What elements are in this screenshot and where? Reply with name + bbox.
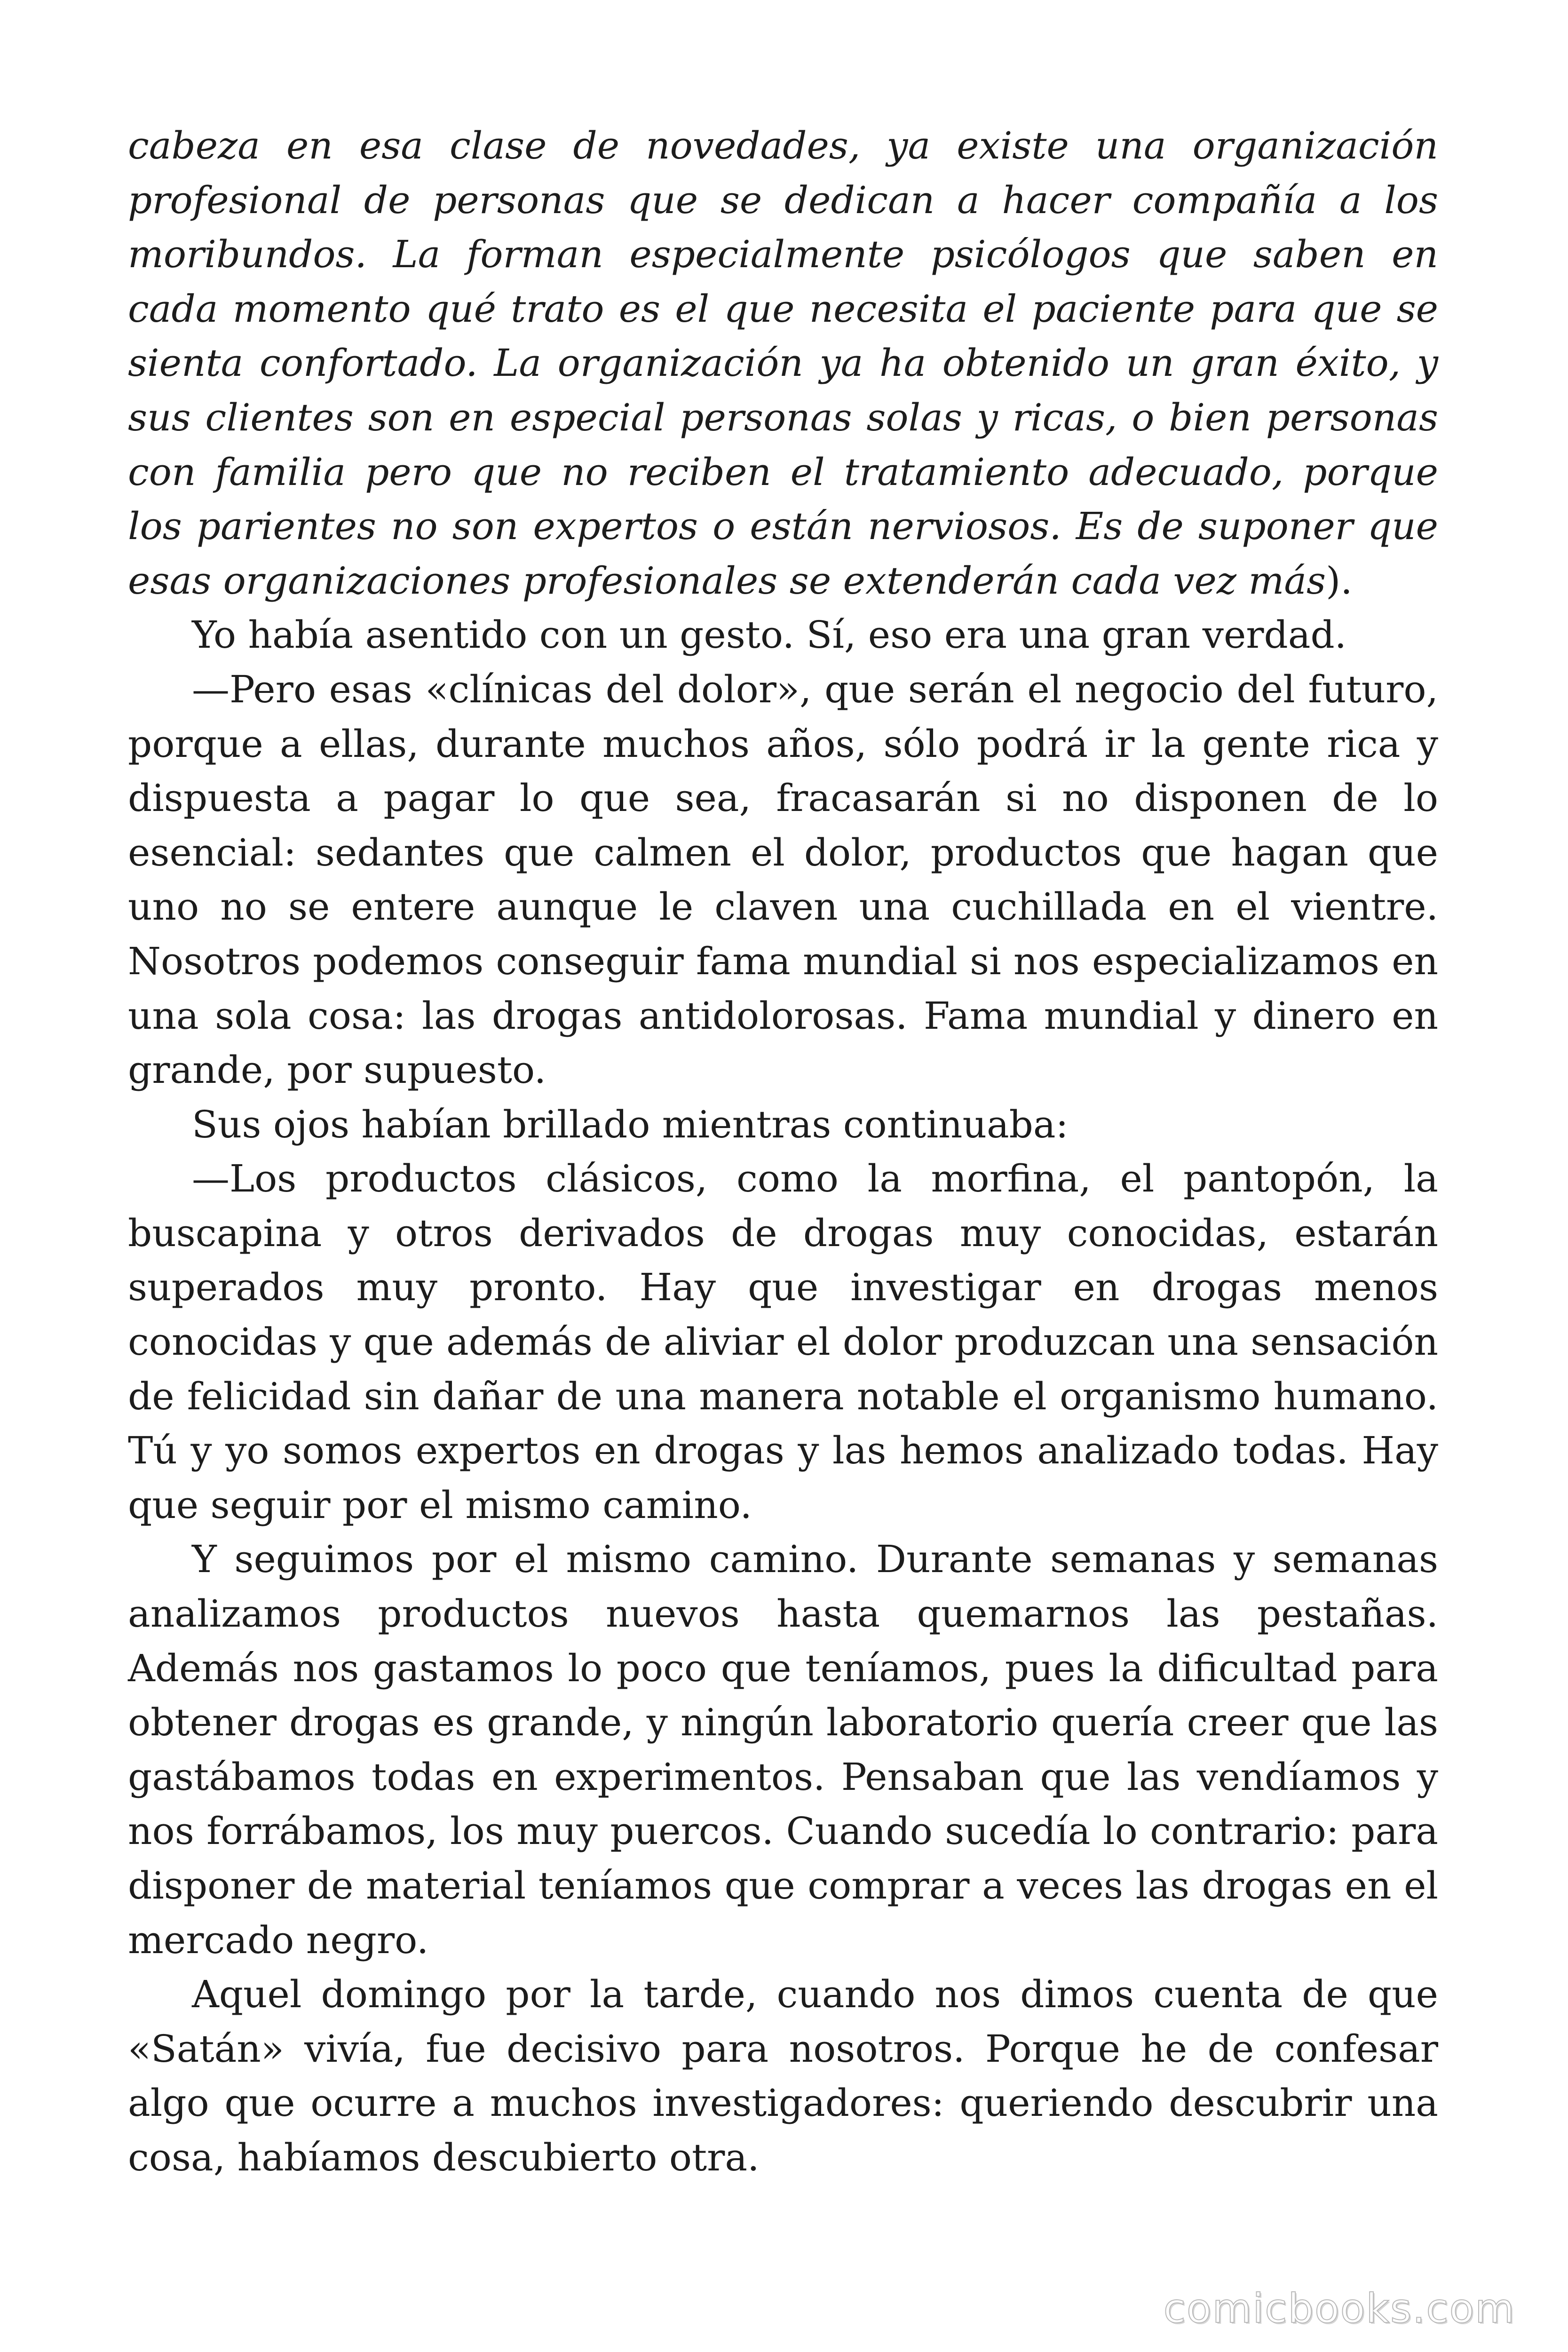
- paragraph-7: Aquel domingo por la tarde, cuando nos dimos cuenta de que «Satán» vivía, fue decisivo para nosotros. Porque he de confesar algo que ocurre a muchos investigadores: queriendo descubrir una cosa, habíamos descubierto otra.: [128, 1972, 1438, 2179]
- paragraph-1: [128, 119, 1438, 608]
- book-page-text: [128, 119, 1438, 2185]
- paragraph-4: Sus ojos habían brillado mientras continuaba:: [192, 1102, 1069, 1146]
- site-watermark: comicbooks.com: [1163, 2285, 1515, 2332]
- paragraph-5: —Los productos clásicos, como la morfina, el pantopón, la buscapina y otros derivados de drogas muy conocidas, estarán superados muy pronto. Hay que investigar en drogas menos conocidas y que además de aliviar el dolor produzcan una sensación de felicidad sin dañar de una manera notable el organismo humano. Tú y yo somos expertos en drogas y las hemos analizado todas. Hay que seguir por el mismo camino.: [128, 1157, 1438, 1527]
- paragraph-6: Y seguimos por el mismo camino. Durante semanas y semanas analizamos productos nuevos hasta quemarnos las pestañas. Además nos gastamos lo poco que teníamos, pues la dificultad para obtener drogas es grande, y ningún laboratorio quería creer que las gastábamos todas en experimentos. Pensaban que las vendíamos y nos forrábamos, los muy puercos. Cuando sucedía lo contrario: para disponer de material teníamos que comprar a veces las drogas en el mercado negro.: [128, 1537, 1438, 1962]
- paragraph-1-italic: cabeza en esa clase de novedades, ya existe una organización profesional de personas que se dedican a hacer compañía a los moribundos. La forman especialmente psicólogos que saben en cada momento qué trato es el que necesita el paciente para que se sienta confortado. La organización ya ha obtenido un gran éxito, y sus clientes son en especial personas solas y ricas, o bien personas con familia pero que no reciben el tratamiento adecuado, porque los parientes no son expertos o están nerviosos. Es de suponer que esas organizaciones profesionales se extenderán cada vez más: [128, 124, 1438, 603]
- paragraph-3: —Pero esas «clínicas del dolor», que serán el negocio del futuro, porque a ellas, durante muchos años, sólo podrá ir la gente rica y dispuesta a pagar lo que sea, fracasarán si no disponen de lo esencial: sedantes que calmen el dolor, productos que hagan que uno no se entere aunque le claven una cuchillada en el vientre. Nosotros podemos conseguir fama mundial si nos especializamos en una sola cosa: las drogas antidolorosas. Fama mundial y dinero en grande, por supuesto.: [128, 667, 1438, 1092]
- paragraph-2: Yo había asentido con un gesto. Sí, eso era una gran verdad.: [192, 613, 1347, 657]
- paragraph-1-tail: ).: [1326, 558, 1353, 603]
